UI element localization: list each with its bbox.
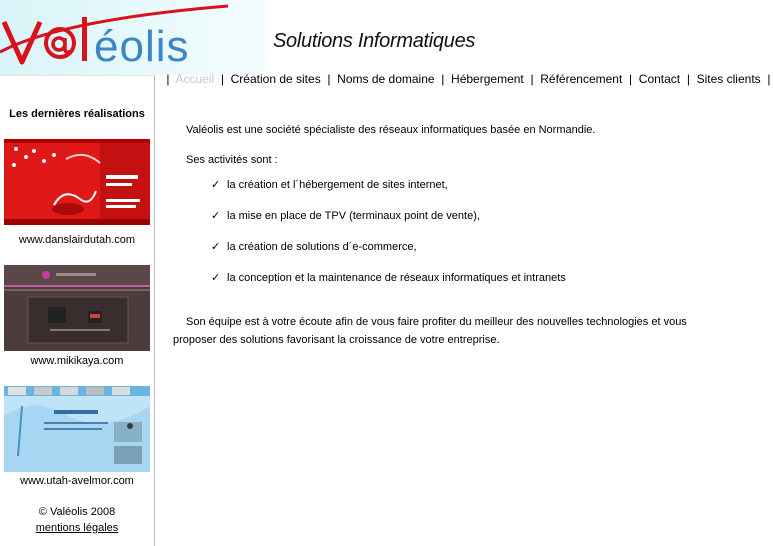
realisation-thumb-mikikaya[interactable]	[4, 265, 150, 351]
activity-item	[211, 176, 448, 194]
nav-separator: |	[324, 72, 334, 86]
danslairdutah-screenshot-icon	[4, 139, 150, 225]
check-icon: ✓	[211, 210, 221, 222]
realisation-caption[interactable]: www.mikikaya.com	[30, 355, 124, 367]
nav-separator: |	[437, 72, 448, 86]
activity-item	[211, 269, 566, 287]
activities-label: Ses activités sont :	[186, 154, 278, 166]
nav-separator: |	[625, 72, 636, 86]
realisation-thumb-utah-avelmor[interactable]	[4, 386, 150, 472]
mentions-legales-link[interactable]: mentions légales	[35, 522, 119, 534]
outro-text: Son équipe est à votre écoute afin de vous faire profiter du meilleur des nouvelles technologies et vous proposer des solutions favorisant la croissance de votre entreprise.	[173, 316, 687, 346]
activity-text: la conception et la maintenance de réseaux informatiques et intranets	[227, 272, 566, 284]
check-icon: ✓	[211, 241, 221, 253]
nav-accueil[interactable]: Accueil	[175, 72, 215, 86]
nav-referencement[interactable]: Référencement	[540, 72, 623, 86]
nav-hebergement[interactable]: Hébergement	[451, 72, 524, 86]
valeolis-logo-icon	[0, 0, 268, 75]
nav-separator: |	[163, 72, 173, 86]
check-icon: ✓	[211, 179, 221, 191]
activity-text: la création et l´hébergement de sites internet,	[227, 179, 448, 191]
activity-item	[211, 207, 480, 225]
activity-text: la création de solutions d´e-commerce,	[227, 241, 417, 253]
mikikaya-screenshot-icon	[4, 265, 150, 351]
nav-creation-de-sites[interactable]: Création de sites	[230, 72, 321, 86]
sidebar	[0, 75, 155, 546]
copyright: © Valéolis 2008	[38, 506, 116, 518]
realisation-caption[interactable]: www.danslairdutah.com	[18, 234, 136, 246]
nav-separator: |	[764, 72, 774, 86]
nav-separator: |	[527, 72, 537, 86]
tagline: Solutions Informatiques	[273, 30, 476, 52]
activity-text: la mise en place de TPV (terminaux point de vente),	[227, 210, 480, 222]
nav-contact[interactable]: Contact	[638, 72, 681, 86]
main-nav	[163, 72, 774, 86]
nav-separator: |	[683, 72, 694, 86]
check-icon: ✓	[211, 272, 221, 284]
nav-sites-clients[interactable]: Sites clients	[696, 72, 761, 86]
activity-item	[211, 238, 417, 256]
realisation-thumb-danslairdutah[interactable]	[4, 139, 150, 225]
nav-separator: |	[217, 72, 228, 86]
intro-text: Valéolis est une société spécialiste des réseaux informatiques basée en Normandie.	[186, 124, 596, 136]
realisation-caption[interactable]: www.utah-avelmor.com	[20, 475, 134, 487]
sidebar-title: Les dernières réalisations	[9, 108, 145, 120]
utah-avelmor-screenshot-icon	[4, 386, 150, 472]
nav-noms-de-domaine[interactable]: Noms de domaine	[337, 72, 435, 86]
brand-logo[interactable]	[0, 0, 268, 75]
svg-text:éolis: éolis	[94, 22, 190, 71]
